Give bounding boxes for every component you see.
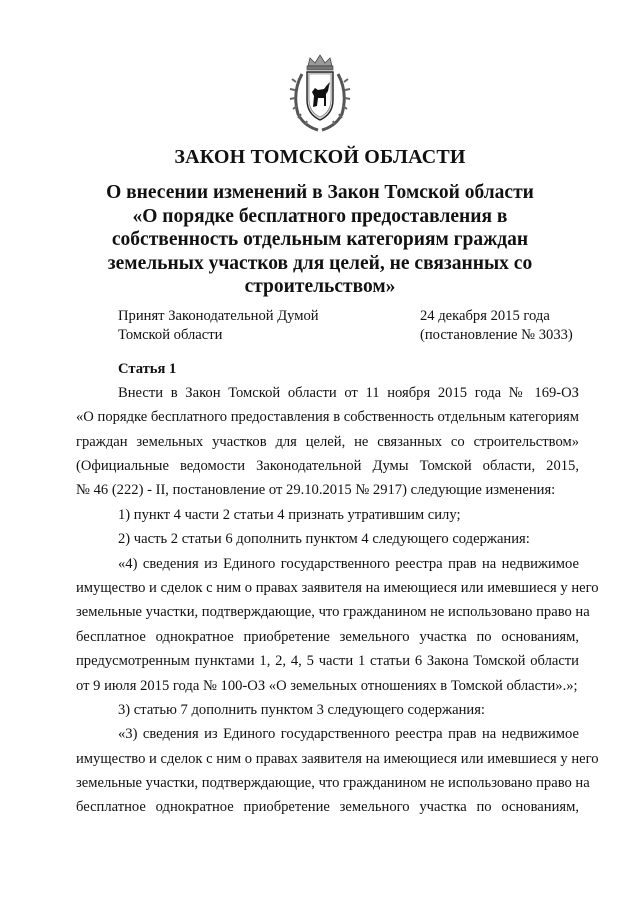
body-line: «4) сведения из Единого государственного реестра прав на недвижимое xyxy=(118,556,579,572)
law-subtitle xyxy=(90,181,550,299)
body-line: «3) сведения из Единого государственного реестра прав на недвижимое xyxy=(118,726,579,742)
subtitle-line: «О порядке бесплатного предоставления в xyxy=(132,205,508,227)
adopted-date-block xyxy=(420,307,573,344)
subtitle-line: О внесении изменений в Закон Томской области xyxy=(106,182,534,203)
article-heading: Статья 1 xyxy=(118,361,177,377)
body-line: предусмотренным пунктами 1, 2, 4, 5 части 1 статьи 6 Закона Томской области xyxy=(76,653,579,669)
body-line: земельные участки, подтверждающие, что гражданином не использовано право на xyxy=(76,604,590,620)
body-line: (Официальные ведомости Законодательной Думы Томской области, 2015, xyxy=(76,458,579,474)
coat-of-arms-emblem xyxy=(288,52,352,132)
body-line: земельные участки, подтверждающие, что гражданином не использовано право на xyxy=(76,775,590,791)
body-line: имущество и сделок с ним о правах заявителя на имеющиеся или имевшиеся у него xyxy=(76,580,599,596)
list-item: 2) часть 2 статьи 6 дополнить пунктом 4 следующего содержания: xyxy=(118,531,530,547)
adopted-by-line: Томской области xyxy=(118,326,223,343)
body-line: № 46 (222) - II, постановление от 29.10.2015 № 2917) следующие изменения: xyxy=(76,482,556,498)
body-line: от 9 июля 2015 года № 100-ОЗ «О земельных отношениях в Томской области».»; xyxy=(76,678,578,694)
subtitle-line: собственность отдельным категориям граждан xyxy=(111,229,529,251)
body-line: бесплатное однократное приобретение земельного участка по основаниям, xyxy=(76,799,579,815)
adopted-by-line: Принят Законодательной Думой xyxy=(118,308,319,324)
body-line: имущество и сделок с ним о правах заявителя на имеющиеся или имевшиеся у него xyxy=(76,751,599,767)
body-line: «О порядке бесплатного предоставления в собственность отдельным категориям xyxy=(76,409,579,425)
body-line: граждан земельных участков для целей, не связанных со строительством» xyxy=(76,434,579,450)
adopted-date-line: 24 декабря 2015 года xyxy=(420,308,550,324)
body-line: Внести в Закон Томской области от 11 ноября 2015 года № 169-ОЗ xyxy=(118,385,579,401)
subtitle-line: земельных участков для целей, не связанных со xyxy=(107,252,533,274)
law-title: ЗАКОН ТОМСКОЙ ОБЛАСТИ xyxy=(174,146,466,168)
subtitle-line: строительством» xyxy=(244,276,396,298)
adopted-by-block xyxy=(118,307,319,344)
list-item: 3) статью 7 дополнить пунктом 3 следующего содержания: xyxy=(118,702,485,718)
list-item: 1) пункт 4 части 2 статьи 4 признать утратившим силу; xyxy=(118,507,461,523)
body-line: бесплатное однократное приобретение земельного участка по основаниям, xyxy=(76,629,579,645)
resolution-line: (постановление № 3033) xyxy=(420,326,573,343)
